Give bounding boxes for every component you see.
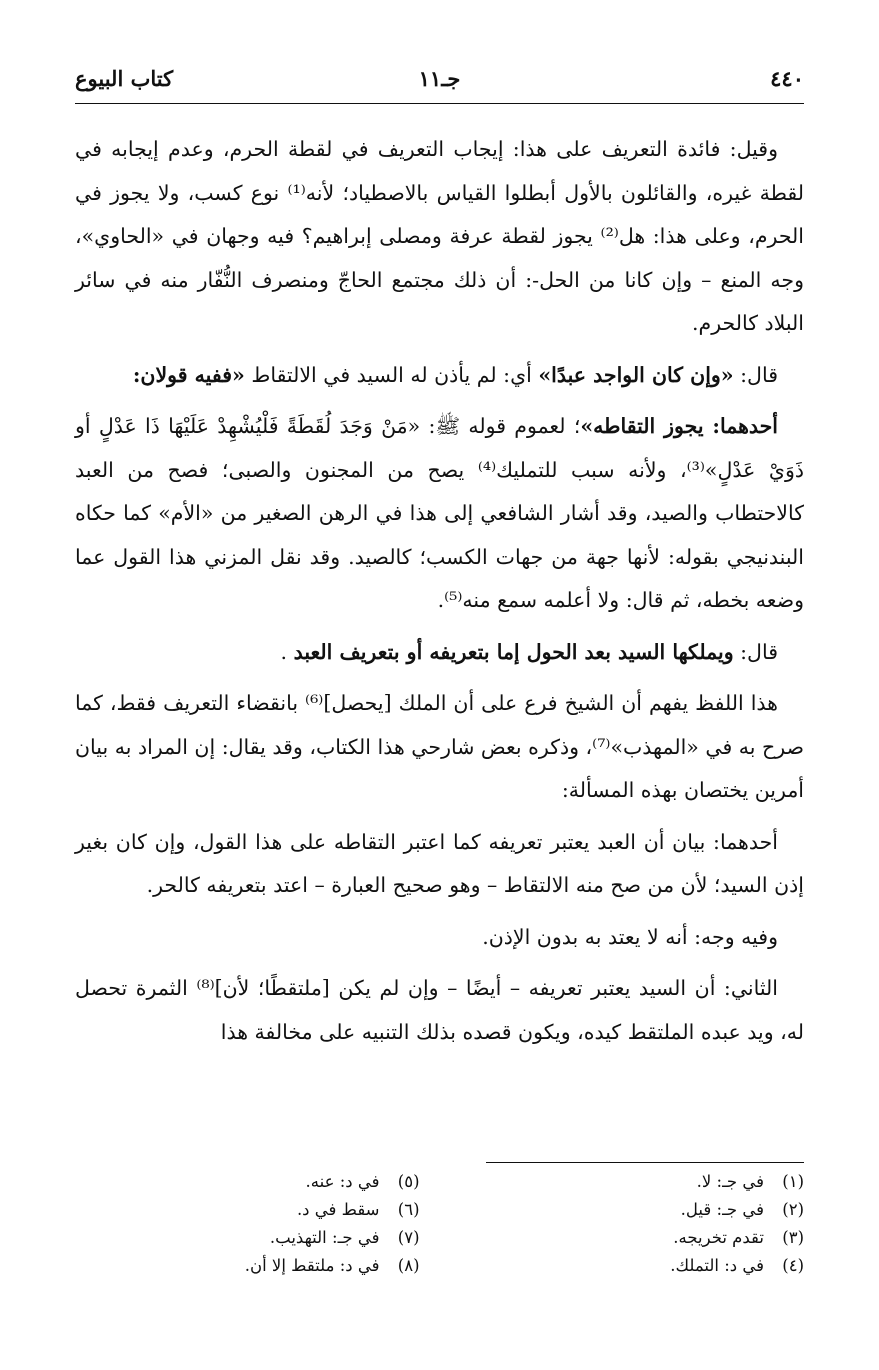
quoted-matn: أحدهما: يجوز التقاطه» xyxy=(580,414,779,438)
paragraph-3: أحدهما: يجوز التقاطه»؛ لعموم قوله ﷺ: «مَنْ وَجَدَ لُقَطَةً فَلْيُشْهِدْ عَلَيْهَا ذَا عَدْلٍ أو ذَوَيْ عَدْلٍ»⁽³⁾، ولأنه سبب للتمليك⁽⁴⁾ يصح من المجنون والصبى؛ فصح من العبد كالاحتطاب والصيد، وقد أشار الشافعي إلى هذا في الرهن الصغير من «الأم» كما حكاه البندنيجي بقوله: لأنها جهة من جهات الكسب؛ كالصيد. وقد نقل المزني هذا القول عما وضعه بخطه، ثم قال: ولا أعلمه سمع منه⁽⁵⁾. xyxy=(75,414,804,612)
paragraph-1: وقيل: فائدة التعريف على هذا: إيجاب التعريف في لقطة الحرم، وعدم إيجابه في لقطة غيره، والقائلون بالأول أبطلوا القياس بالاصطياد؛ لأنه⁽¹⁾ نوع كسب، ولا يجوز في الحرم، وعلى هذا: هل⁽²⁾ يجوز لقطة عرفة ومصلى إبراهيم؟ فيه وجهان في «الحاوي»، وجه المنع – وإن كانا من الحل-: أن ذلك مجتمع الحاجّ ومنصرف النُّفّار منه في سائر البلاد كالحرم. xyxy=(75,137,805,335)
quoted-matn: «ففيه قولان: xyxy=(132,362,245,387)
footnotes-column-right xyxy=(440,1168,805,1280)
footnote: (٢)في جـ: قيل. xyxy=(680,1200,804,1219)
book-title: كتاب البيوع xyxy=(75,66,174,91)
paragraph-6: أحدهما: بيان أن العبد يعتبر تعريفه كما اعتبر التقاطه على هذا القول، وإن كان بغير إذن السيد؛ لأن من صح منه الالتقاط – وهو صحيح العبارة – اعتد بتعريفه كالحر. xyxy=(75,829,804,897)
footnote-divider xyxy=(486,1162,804,1163)
header-divider xyxy=(75,103,804,104)
footnote: (٤)في د: التملك. xyxy=(670,1256,804,1275)
paragraph-7: وفيه وجه: أنه لا يعتد به بدون الإذن. xyxy=(482,924,778,949)
footnote: (١)في جـ: لا. xyxy=(696,1172,804,1191)
footnote: (٣)تقدم تخريجه. xyxy=(673,1228,804,1247)
main-text xyxy=(75,128,804,1054)
paragraph-4: قال: ويملكها السيد بعد الحول إما بتعريفه أو بتعريف العبد . xyxy=(280,639,778,664)
footnotes-column-left xyxy=(75,1168,440,1280)
footnotes xyxy=(75,1168,804,1300)
paragraph-8: الثاني: أن السيد يعتبر تعريفه – أيضًا – وإن لم يكن [ملتقطًا؛ لأن]⁽⁸⁾ الثمرة تحصل له، ويد عبده الملتقط كيده، ويكون قصده بذلك التنبيه على مخالفة هذا xyxy=(75,976,804,1044)
footnote: (٦)سقط في د. xyxy=(296,1200,420,1219)
page-header xyxy=(75,62,804,102)
quoted-matn: «وإن كان الواجد عبدًا» xyxy=(538,362,734,387)
paragraph-2: قال: «وإن كان الواجد عبدًا» أي: لم يأذن له السيد في الالتقاط «ففيه قولان: xyxy=(132,362,778,387)
page-number: ٤٤٠ xyxy=(770,66,804,91)
quoted-matn: ويملكها السيد بعد الحول إما بتعريفه أو بتعريف العبد xyxy=(293,639,734,664)
footnote: (٥)في د: عنه. xyxy=(305,1172,420,1191)
volume-label: جـ١١ xyxy=(418,66,461,91)
paragraph-5: هذا اللفظ يفهم أن الشيخ فرع على أن الملك [يحصل]⁽⁶⁾ بانقضاء التعريف فقط، كما صرح به في «المهذب»⁽⁷⁾، وذكره بعض شارحي هذا الكتاب، وقد يقال: إن المراد به بيان أمرين يختصان بهذه المسألة: xyxy=(75,691,804,802)
footnote: (٨)في د: ملتقط إلا أن. xyxy=(244,1256,420,1275)
footnote: (٧)في جـ: التهذيب. xyxy=(269,1228,420,1247)
